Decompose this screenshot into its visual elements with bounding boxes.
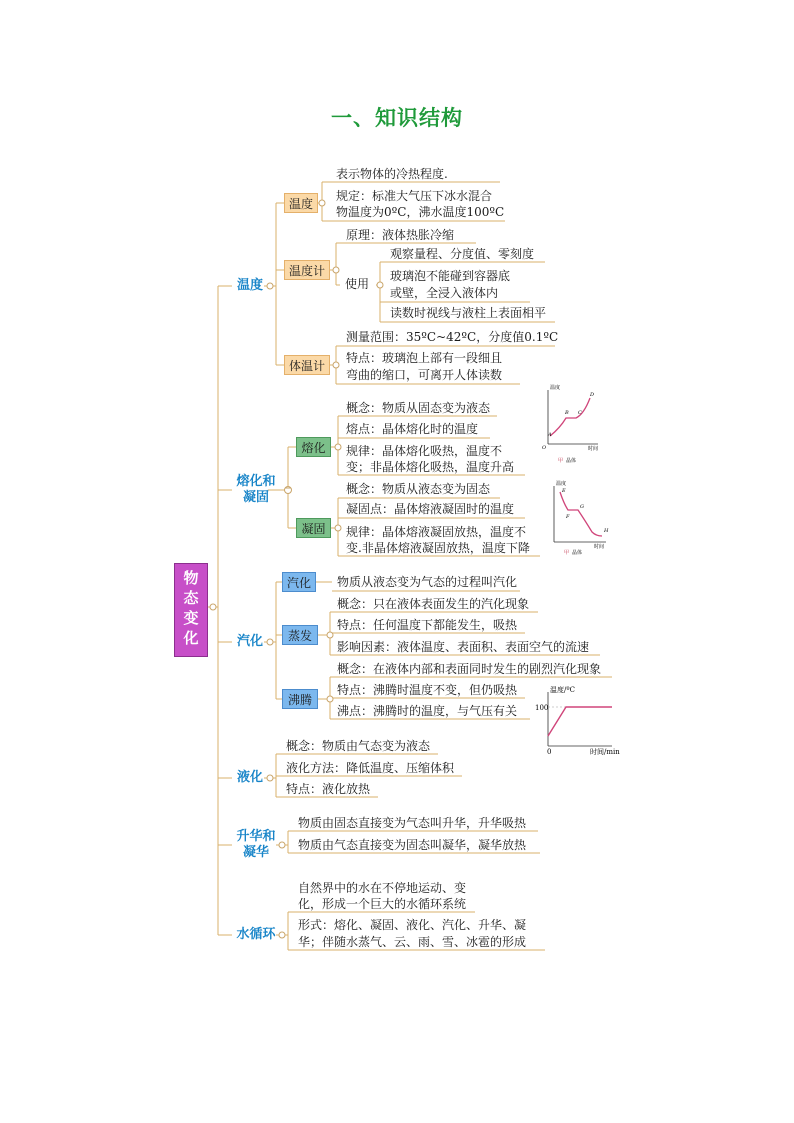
node-wendu: 温度 <box>284 193 318 213</box>
text-zheng-factors: 影响因素：液体温度、表面积、表面空气的流速 <box>337 640 590 654</box>
root-char: 物 <box>183 569 199 587</box>
origin-label: 0 <box>547 748 552 756</box>
text-sheng-deposition: 物质由气态直接变为固态叫凝华，凝华放热 <box>298 838 527 852</box>
category-temperature: 温度 <box>236 278 263 293</box>
node-ronghua: 熔化 <box>296 437 331 457</box>
category-line: 升华和 <box>236 829 276 844</box>
text-tiwen-feature-1: 特点：玻璃泡上部有一段细且 <box>346 351 503 365</box>
x-axis-label: 时间 <box>594 544 605 550</box>
text-fei-concept: 概念：在液体内部和表面同时发生的剧烈汽化现象 <box>337 662 602 676</box>
category-melting-solidification <box>234 474 278 506</box>
text-ning-rule-2: 变.非晶体熔液凝固放热，温度下降 <box>346 541 530 555</box>
text-ning-point: 凝固点：晶体熔液凝固时的温度 <box>346 502 515 516</box>
category-sublimation-deposition <box>234 829 278 861</box>
text-shui-2a: 形式：熔化、凝固、液化、汽化、升华、凝 <box>298 918 527 932</box>
text-ning-rule-1: 规律：晶体熔液凝固放热，温度不 <box>346 525 527 539</box>
point-h-label: H <box>604 528 609 534</box>
text-ye-method: 液化方法：降低温度、压缩体积 <box>286 761 455 775</box>
root-char: 态 <box>183 589 199 607</box>
point-e-label: E <box>562 488 566 494</box>
text-use-3: 读数时视线与液柱上表面相平 <box>390 306 547 320</box>
text-zheng-feature: 特点：任何温度下都能发生，吸热 <box>337 618 518 632</box>
node-feiteng: 沸腾 <box>282 689 318 709</box>
node-shiyong: 使用 <box>345 277 370 291</box>
caption-jia: 甲 <box>558 458 564 464</box>
category-water-cycle: 水循环 <box>236 927 276 942</box>
text-rong-point: 熔点：晶体熔化时的温度 <box>346 422 479 436</box>
text-use-2b: 或壁，全浸入液体内 <box>390 286 499 300</box>
x-axis-label: 时间 <box>588 446 599 452</box>
category-line: 凝固 <box>242 490 269 505</box>
text-ning-concept: 概念：物质从液态变为固态 <box>346 482 491 496</box>
category-vaporization: 汽化 <box>236 634 263 649</box>
text-ye-feature: 特点：液化放热 <box>286 782 371 796</box>
text-zheng-concept: 概念：只在液体表面发生的汽化现象 <box>337 597 530 611</box>
category-line: 凝华 <box>242 845 269 860</box>
node-zhengfa: 蒸发 <box>282 625 318 645</box>
y-axis-label: 温度 <box>556 481 567 487</box>
text-ye-concept: 概念：物质由气态变为液态 <box>286 739 431 753</box>
root-char: 化 <box>183 629 199 647</box>
text-wendu-rule-2: 物温度为0ºC，沸水温度100ºC <box>336 205 505 219</box>
solidification-curve-chart <box>546 480 612 558</box>
node-qihua: 汽化 <box>282 572 316 592</box>
category-liquefaction: 液化 <box>236 770 263 785</box>
category-line: 熔化和 <box>236 474 276 489</box>
text-rong-rule-2: 变；非晶体熔化吸热，温度升高 <box>346 460 515 474</box>
text-fei-point: 沸点：沸腾时的温度，与气压有关 <box>337 704 518 718</box>
text-wendu-rule-1: 规定：标准大气压下冰水混合 <box>336 189 493 203</box>
point-d-label: D <box>590 392 595 398</box>
melting-curve-chart <box>538 384 604 466</box>
y-axis-label: 温度/ºC <box>550 686 576 694</box>
x-axis-label: 时间/min <box>590 748 620 756</box>
text-tiwen-feature-2: 弯曲的缩口，可离开人体读数 <box>346 368 503 382</box>
root-node-state-change <box>174 563 208 657</box>
node-tiwenji: 体温计 <box>284 355 330 375</box>
point-b-label: B <box>565 410 569 416</box>
text-sheng-sublimation: 物质由固态直接变为气态叫升华，升华吸热 <box>298 816 527 830</box>
point-f-label: F <box>566 514 570 520</box>
page-title: 一、知识结构 <box>331 106 463 130</box>
text-shui-2b: 华；伴随水蒸气、云、雨、雪、冰雹的形成 <box>298 935 527 949</box>
node-wenduji: 温度计 <box>284 260 330 280</box>
text-qihua-definition: 物质从液态变为气态的过程叫汽化 <box>337 575 518 589</box>
point-a-label: A <box>548 432 552 438</box>
node-ninggu: 凝固 <box>296 518 331 538</box>
y-tick-100: 100 <box>535 704 549 712</box>
text-shui-1b: 化，形成一个巨大的水循环系统 <box>298 897 467 911</box>
text-fei-feature: 特点：沸腾时温度不变，但仍吸热 <box>337 683 518 697</box>
text-rong-concept: 概念：物质从固态变为液态 <box>346 401 491 415</box>
point-g-label: G <box>580 504 584 510</box>
text-tiwen-range: 测量范围：35ºC~42ºC，分度值0.1ºC <box>346 330 559 344</box>
text-use-1: 观察量程、分度值、零刻度 <box>390 247 535 261</box>
text-use-2a: 玻璃泡不能碰到容器底 <box>390 269 511 283</box>
caption-crystal: 晶体 <box>572 550 583 556</box>
text-shui-1a: 自然界中的水在不停地运动、变 <box>298 881 467 895</box>
y-axis-label: 温度 <box>550 385 561 391</box>
text-rong-rule-1: 规律：晶体熔化吸热，温度不 <box>346 444 503 458</box>
caption-crystal: 晶体 <box>566 458 577 464</box>
text-wendu-definition: 表示物体的冷热程度. <box>336 167 448 181</box>
root-char: 变 <box>183 609 199 627</box>
boiling-curve-chart <box>534 684 626 756</box>
text-wenduji-principle: 原理：液体热胀冷缩 <box>346 228 455 242</box>
melting-curve <box>550 398 590 436</box>
point-c-label: C <box>578 410 582 416</box>
origin-label: O <box>542 445 547 451</box>
boiling-curve <box>548 707 612 736</box>
caption-jia: 甲 <box>564 550 570 556</box>
